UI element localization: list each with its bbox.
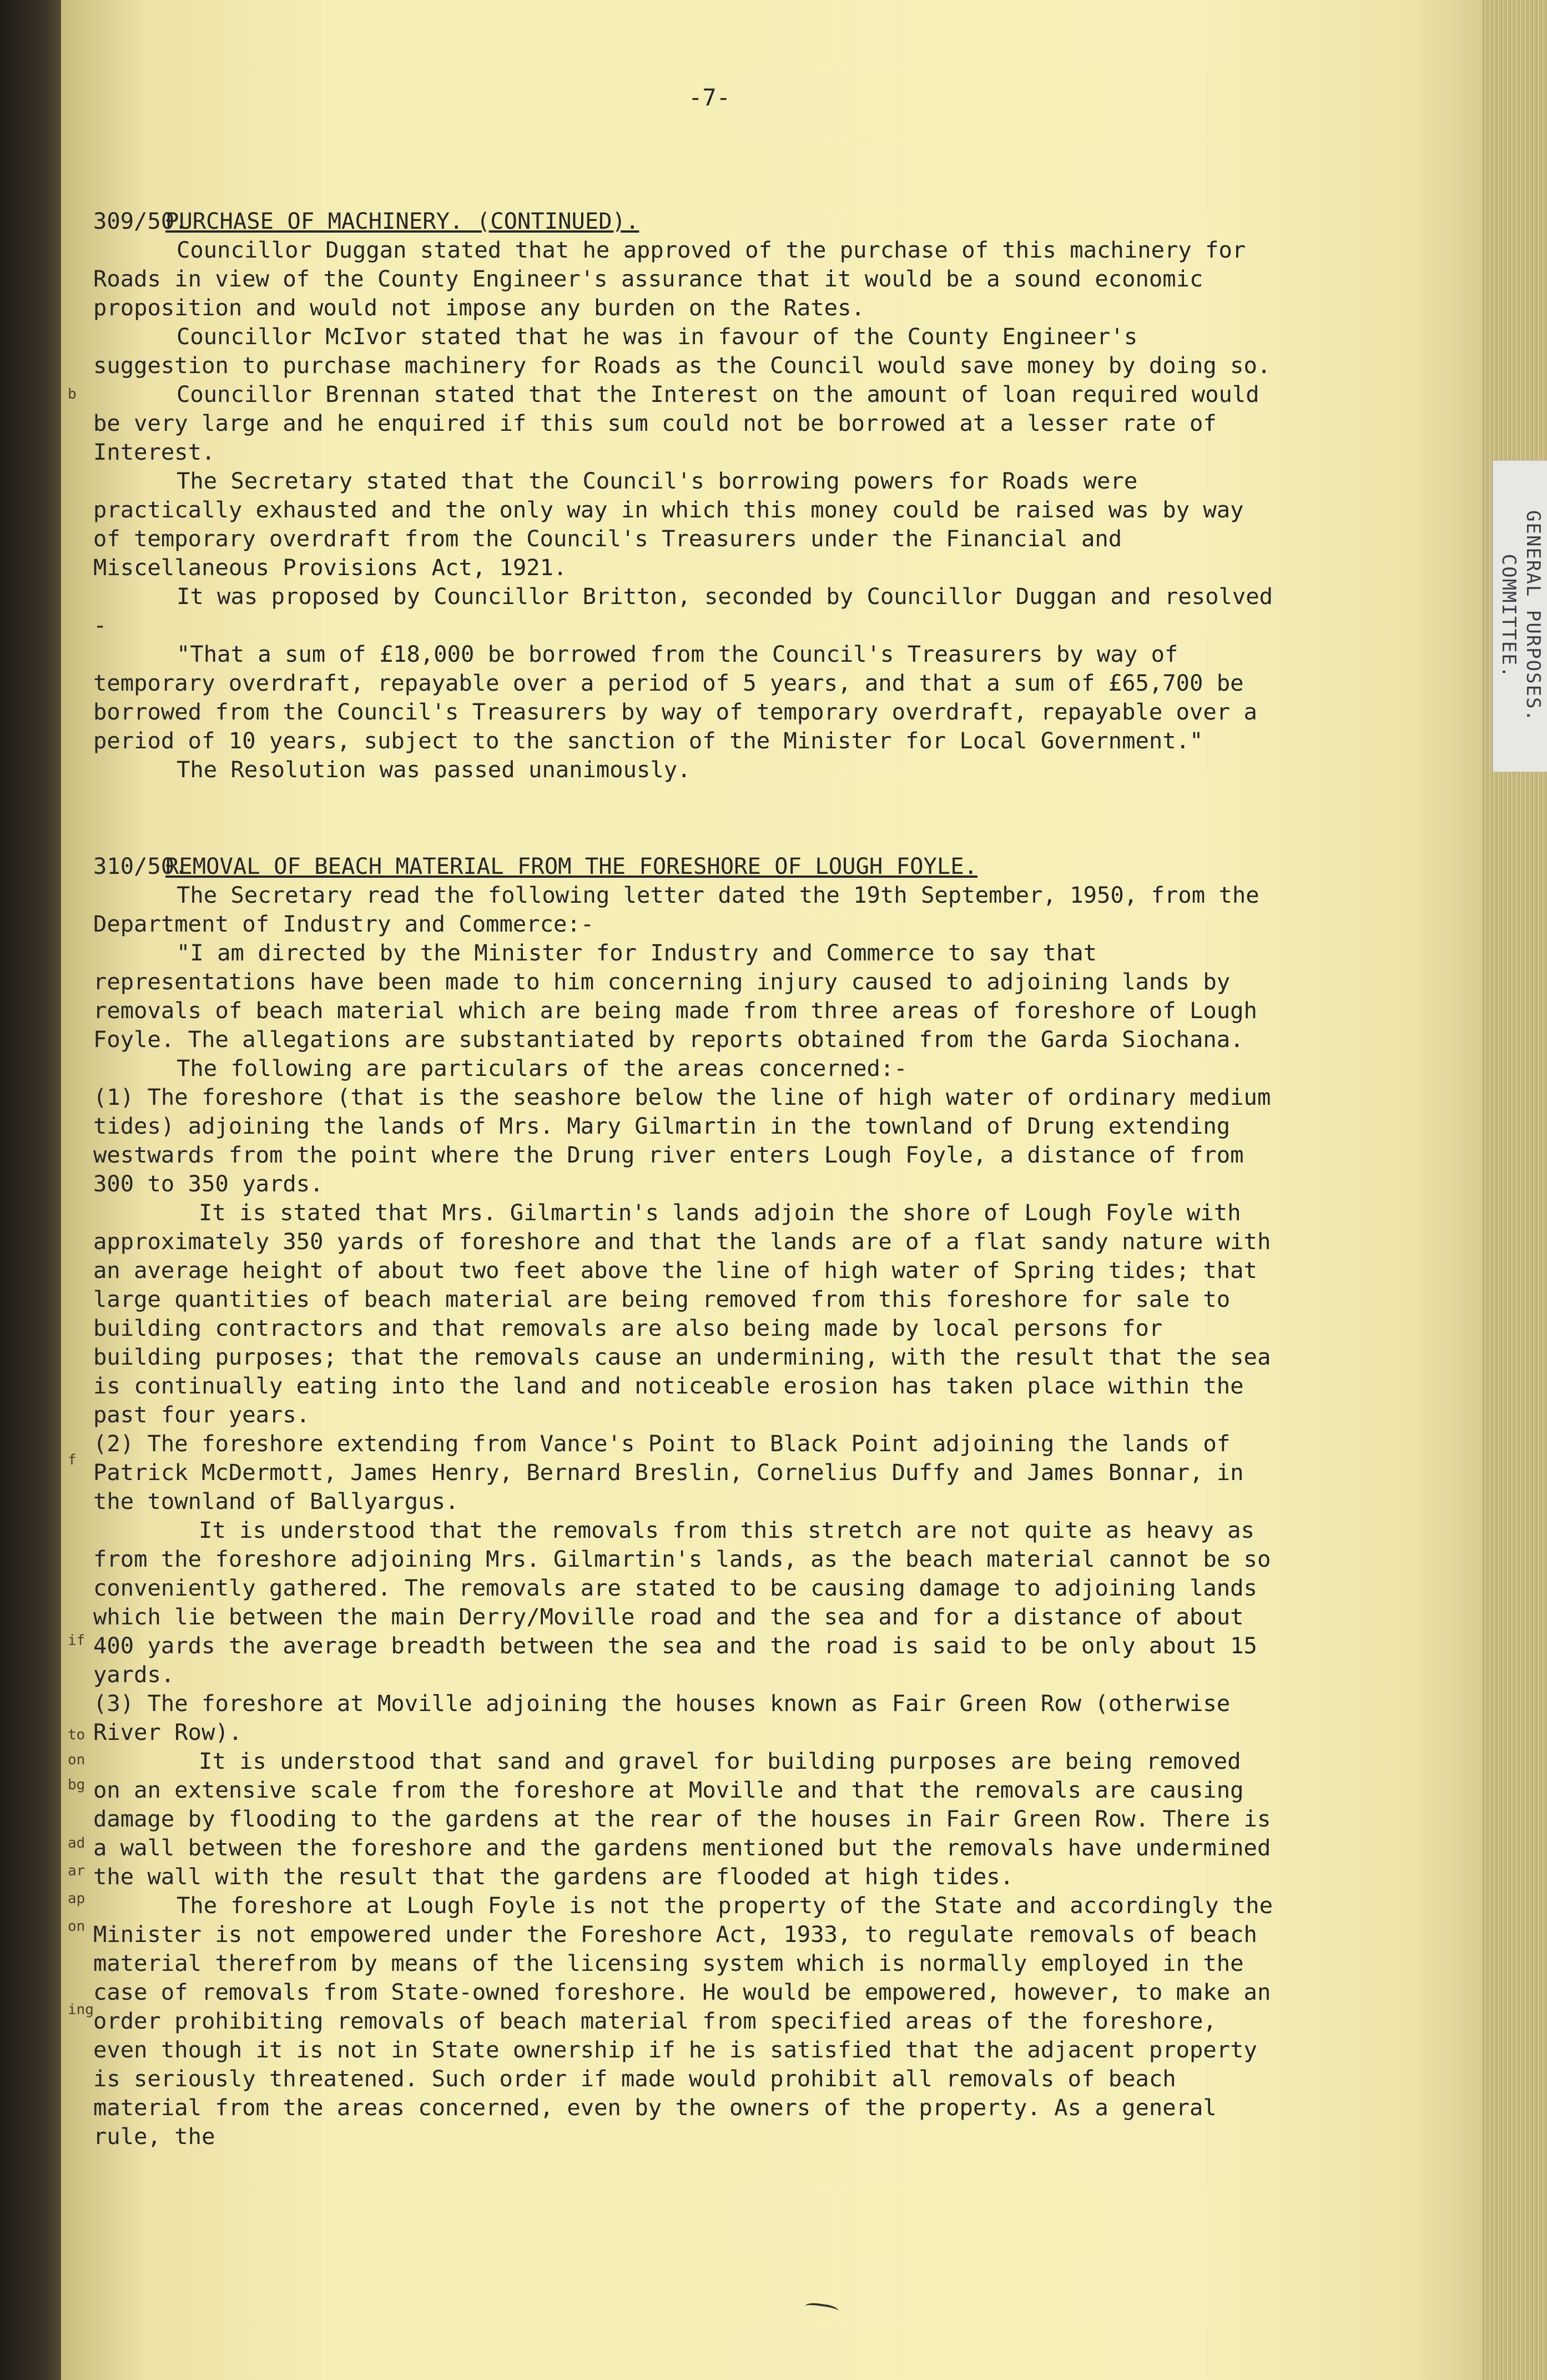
- margin-fragment: f: [68, 1452, 77, 1468]
- paragraph: Councillor Brennan stated that the Interest on the amount of loan required would be very large and he enquired if this sum could not be borrowed at a lesser rate of Interest.: [93, 381, 1259, 465]
- letter-paragraph: It is stated that Mrs. Gilmartin's lands adjoin the shore of Lough Foyle with approximately 350 yards of foreshore and that the lands are of a flat sandy nature with an average height of about two feet above the line of high water of Spring tides; that large quantities of beach material are being removed from this foreshore for sale to building contractors and that removals are also being made by local persons for building purposes; that the removals cause an undermining, with the result that the sea is continually eating into the land and noticeable erosion has taken place within the past four years.: [93, 1199, 1271, 1428]
- letter-paragraph: It is understood that sand and gravel for building purposes are being removed on an extensive scale from the foreshore at Moville and that the removals are causing damage by flooding to the gardens at the rear of the houses in Fair Green Row. There is a wall between the foreshore and the gardens mentioned but the removals have undermined the wall with the result that the gardens are flooded at high tides.: [93, 1748, 1271, 1890]
- page-number: -7-: [688, 84, 730, 111]
- section-number: 309/50.: [93, 208, 188, 234]
- paragraph: The Secretary stated that the Council's borrowing powers for Roads were practically exhausted and the only way in which this money could be raised was by way of temporary overdraft from the Council's Treasurers under the Financial and Miscellaneous Provisions Act, 1921.: [93, 467, 1244, 581]
- list-item-2: (2) The foreshore extending from Vance's Point to Black Point adjoining the lands of Patrick McDermott, James Henry, Bernard Breslin, Cornelius Duffy and James Bonnar, in the townland of Ballyargus.: [93, 1430, 1244, 1514]
- paragraph: The Resolution was passed unanimously.: [177, 756, 691, 783]
- list-item-3: (3) The foreshore at Moville adjoining the houses known as Fair Green Row (otherwise River Row).: [93, 1690, 1231, 1745]
- letter-paragraph: "I am directed by the Minister for Industry and Commerce to say that representations have been made to him concerning injury caused to adjoining lands by removals of beach material which are being made from three areas of foreshore of Lough Foyle. The allegations are substantiated by reports obtained from the Garda Siochana.: [93, 939, 1257, 1053]
- letter-paragraph: The following are particulars of the areas concerned:-: [177, 1055, 908, 1081]
- paragraph: Councillor McIvor stated that he was in favour of the County Engineer's suggestion to purchase machinery for Roads as the Council would save money by doing so.: [93, 323, 1271, 379]
- minutes-body: [93, 83, 1281, 2151]
- side-tab-label: GENERAL PURPOSES. COMMITTEE.: [1497, 510, 1544, 722]
- page-edges: [1482, 0, 1547, 2380]
- section-number: 310/50.: [93, 853, 188, 879]
- margin-fragment: ad: [68, 1835, 85, 1851]
- section-heading: [93, 207, 1281, 235]
- margin-fragment: to: [68, 1727, 85, 1743]
- margin-fragment: ap: [68, 1890, 85, 1907]
- margin-fragment: on: [68, 1752, 85, 1768]
- margin-fragment: on: [68, 1918, 85, 1935]
- letter-paragraph: It is understood that the removals from this stretch are not quite as heavy as from the foreshore adjoining Mrs. Gilmartin's lands, as the beach material cannot be so conveniently gathered. The removals are stated to be causing damage to adjoining lands which lie between the main Derry/Moville road and the sea and for a distance of about 400 yards the average breadth between the sea and the road is said to be only about 15 yards.: [93, 1517, 1271, 1688]
- section-spacer: [93, 784, 1281, 852]
- margin-fragment: ar: [68, 1863, 85, 1879]
- section-309: [93, 207, 1281, 784]
- margin-fragment: b: [68, 386, 77, 402]
- letter-paragraph: The foreshore at Lough Foyle is not the property of the State and accordingly the Minister is not empowered under the Foreshore Act, 1933, to regulate removals of beach material therefrom by means of the licensing system which is normally employed in the case of removals from State-owned foreshore. He would be empowered, however, to make an order prohibiting removals of beach material from specified areas of the foreshore, even though it is not in State ownership if he is satisfied that the adjacent property is seriously threatened. Such order if made would prohibit all removals of beach material from the areas concerned, even by the owners of the property. As a general rule, the: [93, 1892, 1273, 2150]
- section-310: [93, 852, 1281, 2151]
- paragraph: It was proposed by Councillor Britton, seconded by Councillor Duggan and resolved -: [93, 583, 1273, 638]
- list-item-1: (1) The foreshore (that is the seashore below the line of high water of ordinary medium tides) adjoining the lands of Mrs. Mary Gilmartin in the townland of Drung extending westwards from the point where the Drung river enters Lough Foyle, a distance of from 300 to 350 yards.: [93, 1084, 1271, 1197]
- margin-fragment: if: [68, 1632, 85, 1649]
- margin-fragment: bg: [68, 1777, 85, 1793]
- section-title: REMOVAL OF BEACH MATERIAL FROM THE FORESHORE OF LOUGH FOYLE.: [165, 853, 977, 879]
- section-title: PURCHASE OF MACHINERY. (CONTINUED).: [165, 208, 639, 234]
- resolution-text: "That a sum of £18,000 be borrowed from the Council's Treasurers by way of temporary overdraft, repayable over a period of 5 years, and that a sum of £65,700 be borrowed from the Council's Treasurers by way of temporary overdraft, repayable over a period of 10 years, subject to the sanction of the Minister for Local Government.": [93, 641, 1257, 754]
- side-index-tab: [1492, 461, 1547, 772]
- margin-fragment: ing: [68, 2001, 94, 2018]
- section-heading: [93, 852, 1281, 880]
- paragraph: Councillor Duggan stated that he approved of the purchase of this machinery for Roads in view of the County Engineer's assurance that it would be a sound economic proposition and would not impose any burden on the Rates.: [93, 237, 1246, 321]
- paragraph: The Secretary read the following letter dated the 19th September, 1950, from the Department of Industry and Commerce:-: [93, 882, 1259, 937]
